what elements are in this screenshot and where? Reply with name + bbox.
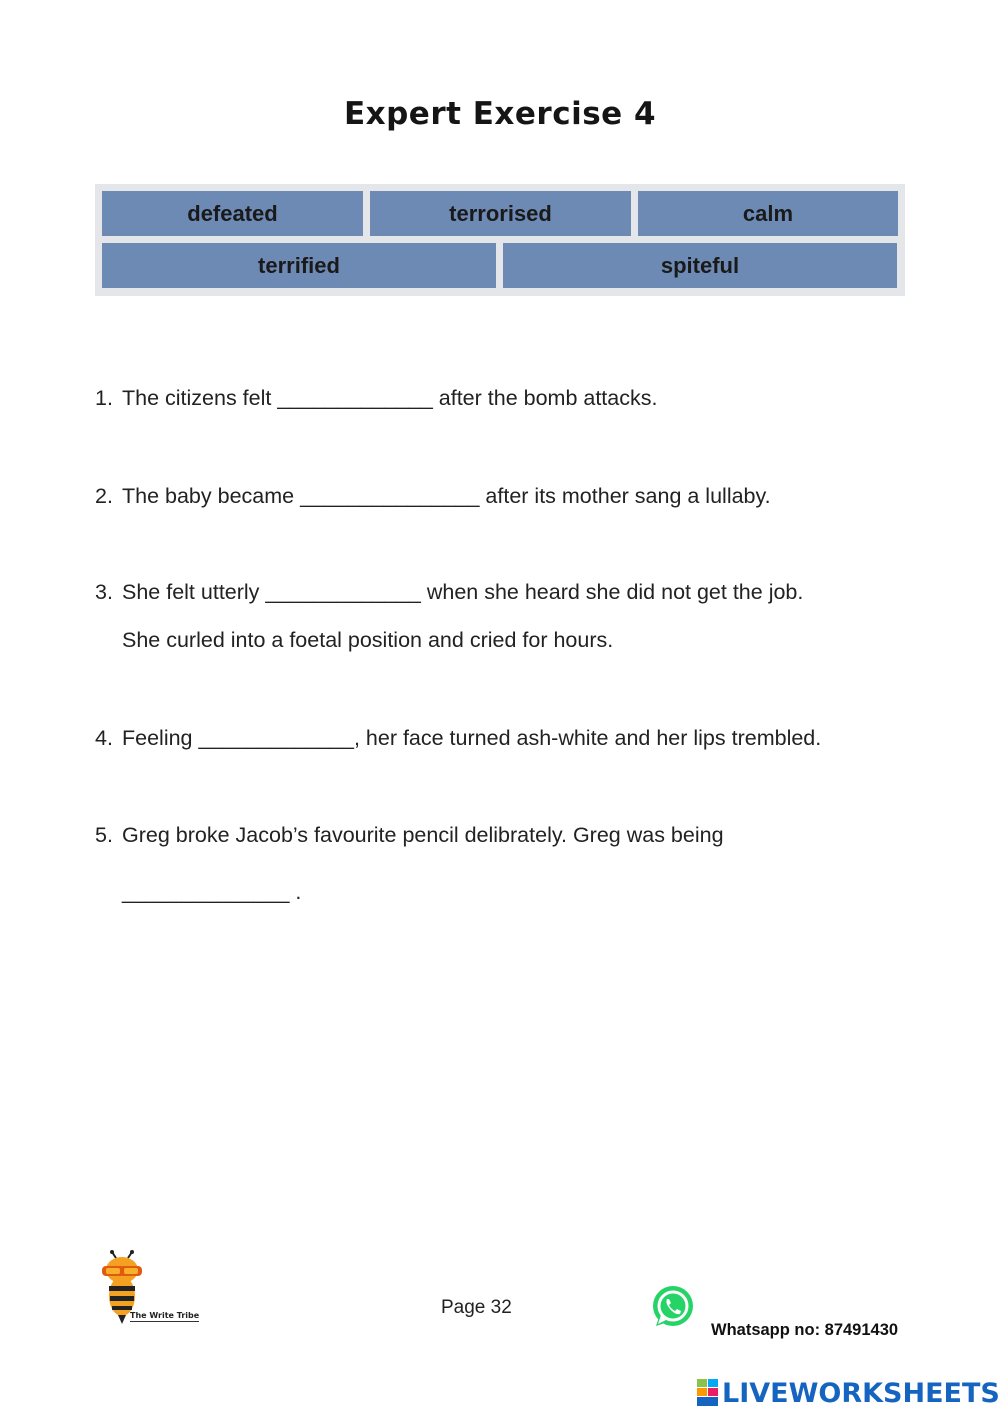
question-text: The baby became bbox=[122, 484, 301, 508]
answer-blank[interactable]: _______________ bbox=[300, 484, 480, 508]
answer-blank[interactable]: _____________ bbox=[198, 726, 354, 750]
question-2 bbox=[95, 484, 771, 509]
question-text: after the bomb attacks. bbox=[432, 386, 658, 410]
logo-text: The Write Tribe bbox=[130, 1311, 200, 1320]
answer-blank[interactable]: _____________ bbox=[265, 580, 421, 604]
question-number: 4. bbox=[95, 726, 113, 750]
liveworksheets-badge-icon bbox=[697, 1379, 719, 1407]
word-chip[interactable]: terrified bbox=[102, 243, 496, 288]
question-text: She felt utterly bbox=[122, 580, 266, 604]
word-chip[interactable]: calm bbox=[638, 191, 898, 236]
answer-blank[interactable]: _____________ bbox=[277, 386, 433, 410]
liveworksheets-watermark bbox=[697, 1376, 1000, 1410]
whatsapp-icon bbox=[650, 1284, 696, 1330]
answer-blank[interactable]: ______________ bbox=[122, 880, 290, 904]
question-text: Greg broke Jacob’s favourite pencil delibrately. Greg was being bbox=[122, 823, 724, 847]
page-title: Expert Exercise 4 bbox=[343, 96, 657, 132]
question-text: when she heard she did not get the job. bbox=[420, 580, 804, 604]
question-number: 2. bbox=[95, 484, 113, 508]
question-text: , her face turned ash-white and her lips trembled. bbox=[353, 726, 822, 750]
question-number: 5. bbox=[95, 823, 113, 847]
question-text: after its mother sang a lullaby. bbox=[479, 484, 771, 508]
word-bank-row-2 bbox=[102, 243, 897, 288]
question-text: . bbox=[289, 880, 302, 904]
word-chip[interactable]: spiteful bbox=[503, 243, 897, 288]
question-text: Feeling bbox=[122, 726, 199, 750]
word-chip[interactable]: terrorised bbox=[370, 191, 631, 236]
question-text: The citizens felt bbox=[122, 386, 278, 410]
word-bank bbox=[95, 184, 905, 296]
word-chip[interactable]: defeated bbox=[102, 191, 363, 236]
word-bank-row-1 bbox=[102, 191, 898, 236]
watermark-text: LIVEWORKSHEETS bbox=[722, 1377, 1000, 1409]
question-number: 1. bbox=[95, 386, 113, 410]
question-3-line-2: She curled into a foetal position and cried for hours. bbox=[122, 628, 614, 652]
question-4 bbox=[95, 726, 821, 751]
question-3 bbox=[95, 580, 803, 605]
question-1 bbox=[95, 386, 657, 411]
whatsapp-number: Whatsapp no: 87491430 bbox=[711, 1321, 899, 1339]
question-5-line-2 bbox=[122, 880, 301, 905]
page-number: Page 32 bbox=[441, 1297, 512, 1318]
question-number: 3. bbox=[95, 580, 113, 604]
question-5 bbox=[95, 823, 724, 848]
